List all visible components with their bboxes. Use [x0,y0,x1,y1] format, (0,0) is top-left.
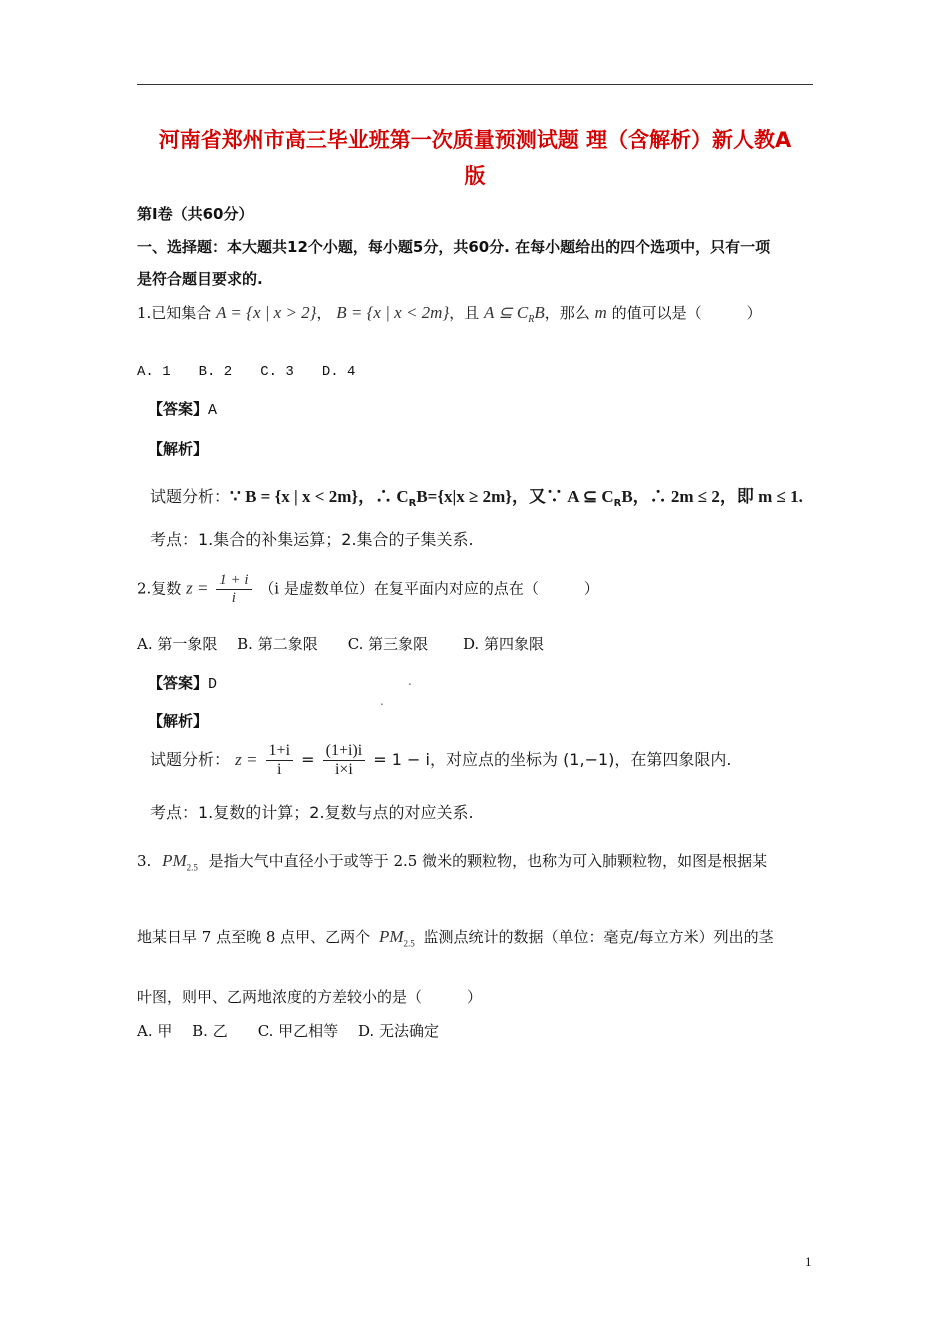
q3-pm25-inline [379,927,415,948]
q1-answer-value: A [208,402,218,419]
question-3-line1 [137,850,767,872]
q2-answer-row [148,672,217,693]
q1-condition-end: B [534,303,545,322]
q2-frac-num: 1 + i [216,572,251,590]
q3-line1-text: 是指大气中直径小于或等于 2.5 微米的颗粒物，也称为可入肺颗粒物，如图是根据某 [208,852,768,870]
q2-analysis-frac1 [266,742,293,779]
page-number: 1 [805,1254,812,1269]
question-1-stem [137,302,762,325]
q1-set-b: B = {x | x < 2m} [336,303,450,322]
q2-analysis-result: = 1 − i，对应点的坐标为 (1,−1)，在第四象限内. [373,750,732,769]
question-2-options: A. 第一象限 B. 第二象限 C. 第三象限 D. 第四象限 [137,635,544,653]
q2-prefix: 2.复数 [137,579,182,598]
q2-analysis-frac2 [323,742,366,779]
question-3-line2 [137,926,774,948]
q1-answer-row [148,398,217,419]
q2-analysis [150,742,732,779]
q2-analysis-frac1-num: 1+i [266,742,293,761]
q2-analysis-label: 【解析】 [148,712,209,730]
q2-analysis-prefix: 试题分析： [150,750,231,769]
q2-frac-den: i [231,590,236,606]
q3-line2-prefix: 地某日早 7 点至晚 8 点甲、乙两个 [137,928,371,946]
q2-analysis-frac2-den: i×i [334,761,353,778]
q1-set-a: A = {x | x > 2} [216,303,317,322]
q1-analysis [150,482,803,509]
question-3-options: A. 甲 B. 乙 C. 甲乙相等 D. 无法确定 [137,1022,439,1040]
q1-analysis-body: ∵ B = {x | x < 2m}，∴ C [230,487,409,506]
q3-pm-text: PM [378,927,404,946]
q1-var-m: m [594,303,607,322]
question-3-line3: 叶图，则甲、乙两地浓度的方差较小的是（ ） [137,988,483,1006]
instructions-line1: 一、选择题：本大题共12个小题，每小题5分，共60分. 在每小题给出的四个选项中，只有一项 [137,238,771,256]
q3-line2-suffix: 监测点统计的数据（单位：毫克/每立方米）列出的茎 [423,928,774,946]
q1-analysis-sub: R [408,498,417,510]
q1-sep2: ，且 [449,304,480,322]
q2-z-eq: z = [186,578,209,598]
q2-suffix: （i 是虚数单位）在复平面内对应的点在（ ） [259,579,599,598]
q2-knowledge: 考点：1.复数的计算；2.复数与点的对应关系. [150,803,474,822]
q1-answer-label: 【答案】 [148,400,209,418]
q3-pm-sub: 2.5 [403,938,415,949]
stray-dot: . [380,694,384,708]
q1-analysis-label: 【解析】 [148,440,209,458]
q3-pm-sub: 2.5 [186,862,198,873]
question-2-stem [137,572,599,607]
instructions-line2: 是符合题目要求的. [137,270,263,288]
q2-answer-label: 【答案】 [148,674,209,692]
q2-analysis-frac2-num: (1+i)i [323,742,366,761]
q2-analysis-eq: = [301,750,315,769]
q1-sep1: ， [316,304,332,322]
q3-pm25 [162,851,198,872]
stray-dot: . [408,674,412,688]
q2-analysis-frac1-den: i [277,761,282,778]
q1-analysis-prefix: 试题分析： [150,487,231,506]
q1-suffix: 的值可以是（ ） [611,304,762,322]
document-title-line2: 版 [464,164,486,188]
q1-condition-sub: R [528,314,535,325]
q1-prefix: 1.已知集合 [137,304,212,322]
q1-analysis-sub2: R [613,498,622,510]
q3-pm-text: PM [162,851,187,870]
q2-analysis-z: z = [235,750,258,769]
q1-condition: A ⊆ C [484,303,529,322]
q3-num: 3. [137,852,152,870]
section-heading: 第Ⅰ卷（共60分） [137,205,254,223]
q1-analysis-body3: B，∴ 2m ≤ 2，即 m ≤ 1. [621,487,803,506]
q1-analysis-body2: B={x|x ≥ 2m}，又∵ A ⊆ C [416,487,614,506]
document-title-line1: 河南省郑州市高三毕业班第一次质量预测试题 理（含解析）新人教A [158,128,792,152]
q1-knowledge: 考点：1.集合的补集运算；2.集合的子集关系. [150,530,474,549]
q2-answer-value: D [208,676,218,693]
q2-fraction [216,572,251,607]
question-1-options: A. 1 B. 2 C. 3 D. 4 [137,364,356,380]
header-rule [137,84,813,85]
q1-sep3: ，那么 [544,304,590,322]
